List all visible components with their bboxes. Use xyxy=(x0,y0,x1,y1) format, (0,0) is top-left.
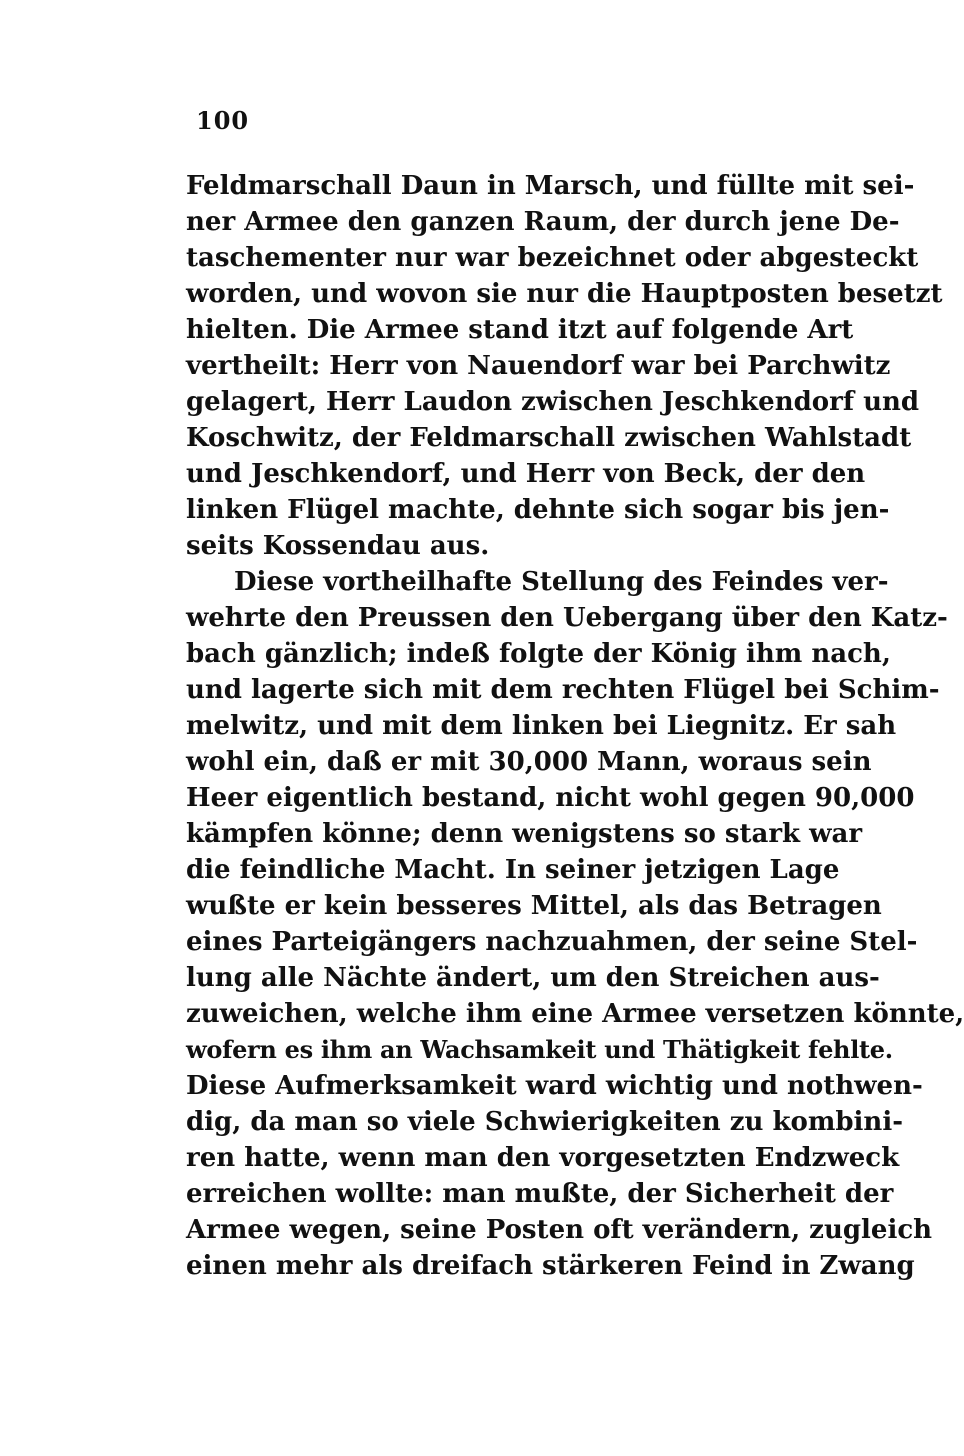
text-line: kämpfen könne; denn wenigstens so stark war xyxy=(186,819,863,849)
text-line: Koschwitz, der Feldmarschall zwischen Wahlstadt xyxy=(186,423,912,453)
text-line: einen mehr als dreifach stärkeren Feind in Zwang xyxy=(186,1251,915,1281)
text-line: und lagerte sich mit dem rechten Flügel bei Schim- xyxy=(186,675,940,705)
text-line: wohl ein, daß er mit 30,000 Mann, woraus sein xyxy=(186,747,872,777)
text-line: dig, da man so viele Schwierigkeiten zu kombini- xyxy=(186,1107,903,1137)
text-line: und Jeschkendorf, und Herr von Beck, der den xyxy=(186,459,866,489)
text-line: melwitz, und mit dem linken bei Liegnitz. Er sah xyxy=(186,711,897,741)
body-text xyxy=(186,168,964,1284)
text-line: erreichen wollte: man mußte, der Sicherheit der xyxy=(186,1179,894,1209)
text-line: zuweichen, welche ihm eine Armee versetzen könnte, xyxy=(186,999,964,1029)
text-line: worden, und wovon sie nur die Hauptposten besetzt xyxy=(186,279,943,309)
text-line: ren hatte, wenn man den vorgesetzten Endzweck xyxy=(186,1143,900,1173)
text-line: taschementer nur war bezeichnet oder abgesteckt xyxy=(186,243,919,273)
text-line: wehrte den Preussen den Uebergang über den Katz- xyxy=(186,603,948,633)
page-number: 100 xyxy=(196,106,250,135)
text-line: Diese Aufmerksamkeit ward wichtig und nothwen- xyxy=(186,1071,923,1101)
paragraph-end-line: seits Kossendau aus. xyxy=(186,531,490,561)
text-line: linken Flügel machte, dehnte sich sogar bis jen- xyxy=(186,495,890,525)
text-line: wußte er kein besseres Mittel, als das Betragen xyxy=(186,891,882,921)
text-line: gelagert, Herr Laudon zwischen Jeschkendorf und xyxy=(186,387,920,417)
text-line: Feldmarschall Daun in Marsch, und füllte mit sei- xyxy=(186,171,915,201)
paragraph-start-line: Diese vortheilhafte Stellung des Feindes ver- xyxy=(234,567,889,597)
text-line: wofern es ihm an Wachsamkeit und Thätigkeit fehlte. xyxy=(186,1035,893,1064)
text-line: bach gänzlich; indeß folgte der König ihm nach, xyxy=(186,639,891,669)
text-line: eines Parteigängers nachzuahmen, der seine Stel- xyxy=(186,927,918,957)
text-line: ner Armee den ganzen Raum, der durch jene De- xyxy=(186,207,900,237)
text-line: vertheilt: Herr von Nauendorf war bei Parchwitz xyxy=(186,351,891,381)
text-line: Heer eigentlich bestand, nicht wohl gegen 90,000 xyxy=(186,783,915,813)
text-line: Armee wegen, seine Posten oft verändern, zugleich xyxy=(186,1215,933,1245)
text-line: die feindliche Macht. In seiner jetzigen Lage xyxy=(186,855,840,885)
text-line: hielten. Die Armee stand itzt auf folgende Art xyxy=(186,315,854,345)
text-line: lung alle Nächte ändert, um den Streichen aus- xyxy=(186,963,880,993)
